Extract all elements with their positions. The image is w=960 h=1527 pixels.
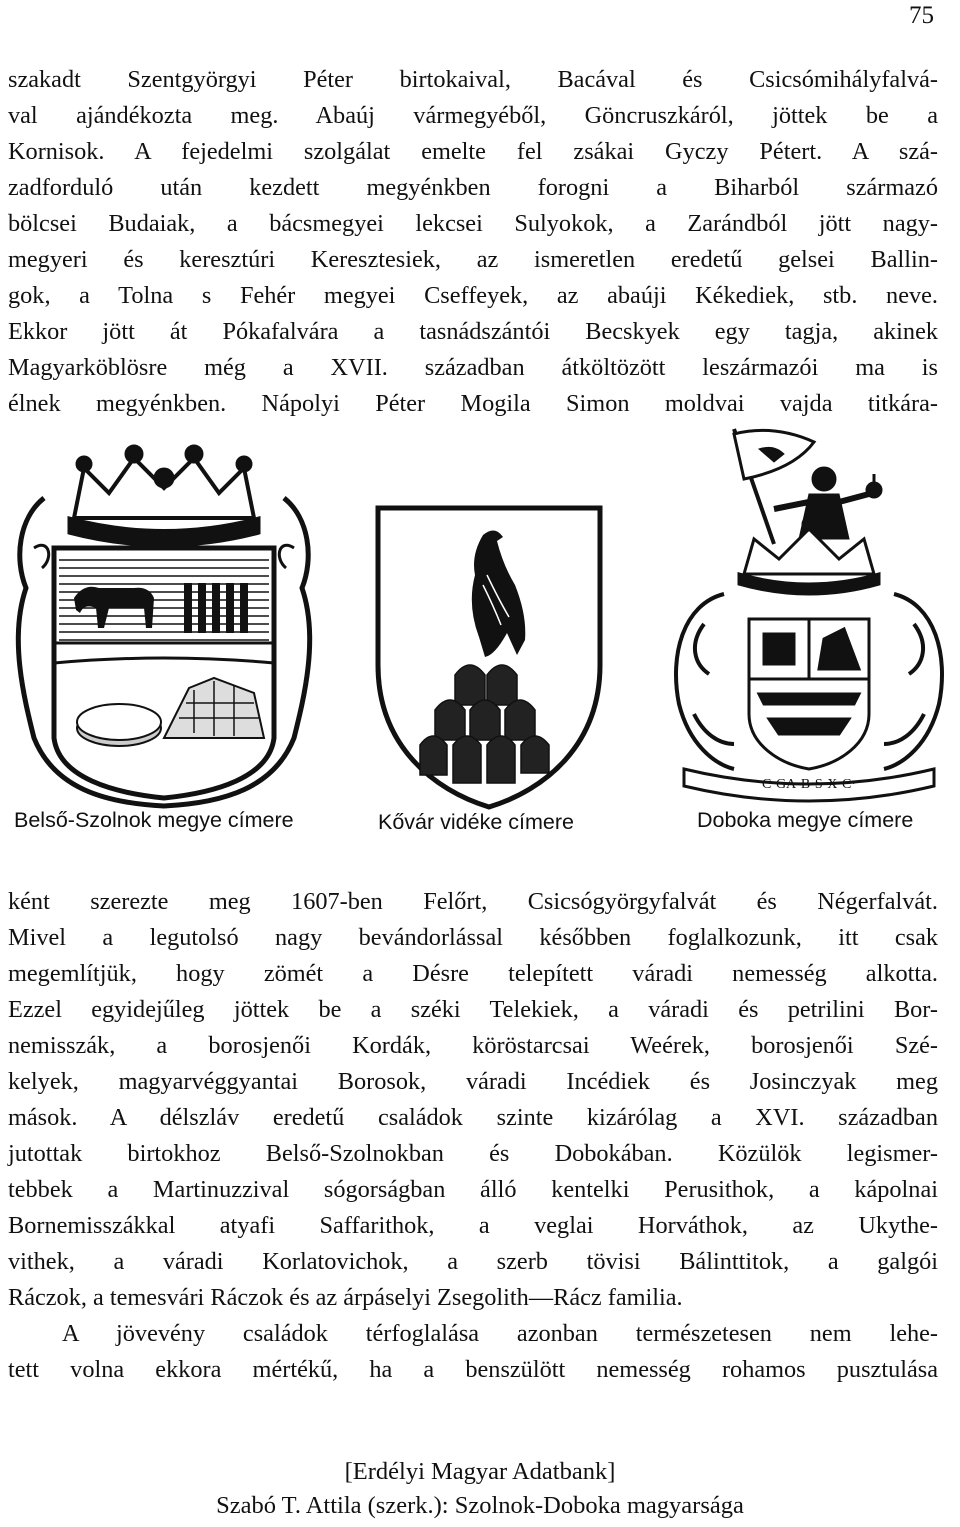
text-line: jutottak birtokhoz Belső-Szolnokban és Dobokában. Közülök legismer- (8, 1140, 938, 1167)
text-line: Ekkor jött át Pókafalvára a tasnádszántói Becskyek egy tagja, akinek (8, 318, 938, 345)
doboka-coat-of-arms (664, 424, 954, 804)
text-line: Magyarköblösre még a XVII. században átköltözött leszármazói ma is (8, 354, 938, 381)
text-line: val ajándékozta meg. Abaúj vármegyéből, Göncruszkáról, jöttek be a (8, 102, 938, 129)
page-number: 75 (909, 2, 934, 29)
text-line: kelyek, magyarvéggyantai Borosok, váradi Incédiek és Josinczyak meg (8, 1068, 938, 1095)
text-line: Ezzel egyidejűleg jöttek be a széki Telekiek, a váradi és petrilini Bor- (8, 996, 938, 1023)
doboka-motto: C·GA·B·S·X·C· (761, 777, 857, 792)
text-line: mások. A délszláv eredetű családok szinte kizárólag a XVI. században (8, 1104, 938, 1131)
kovar-caption: Kővár vidéke címere (378, 810, 574, 834)
belso-szolnok-coat-of-arms (14, 438, 314, 810)
text-line: Bornemisszákkal atyafi Saffarithok, a veglai Horváthok, az Ukythe- (8, 1212, 938, 1239)
footer-citation: Szabó T. Attila (szerk.): Szolnok-Doboka magyarsága (216, 1492, 744, 1519)
text-line: vithek, a váradi Korlatovichok, a szerb tövisi Bálinttitok, a galgói (8, 1248, 938, 1275)
text-line: Mivel a legutolsó nagy bevándorlással későbben foglalkozunk, itt csak (8, 924, 938, 951)
text-line: ként szerezte meg 1607-ben Felőrt, Csicsógyörgyfalvát és Négerfalvát. (8, 888, 938, 915)
top-paragraph (8, 62, 938, 422)
text-line: szakadt Szentgyörgyi Péter birtokaival, Bacával és Csicsómihályfalvá- (8, 66, 938, 93)
text-line: gok, a Tolna s Fehér megyei Cseffeyek, az abaúji Kékediek, stb. neve. (8, 282, 938, 309)
kovar-coat-of-arms (375, 505, 603, 810)
text-line: Kornisok. A fejedelmi szolgálat emelte fel zsákai Gyczy Pétert. A szá- (8, 138, 938, 165)
text-line: A jövevény családok térfoglalása azonban természetesen nem lehe- (62, 1320, 938, 1347)
doboka-caption: Doboka megye címere (697, 808, 914, 832)
text-line: nemisszák, a borosjenői Kordák, köröstarcsai Weérek, borosjenői Szé- (8, 1032, 938, 1059)
belso-szolnok-caption: Belső-Szolnok megye címere (14, 808, 294, 832)
text-line: tebbek a Martinuzzival sógorságban álló kentelki Perusithok, a kápolnai (8, 1176, 938, 1203)
text-line: bölcsei Budaiak, a bácsmegyei lekcsei Sulyokok, a Zarándból jött nagy- (8, 210, 938, 237)
text-line: zadforduló után kezdett megyénkben forogni a Biharból származó (8, 174, 938, 201)
text-line: megyeri és keresztúri Keresztesiek, az ismeretlen eredetű gelsei Ballin- (8, 246, 938, 273)
footer-source: [Erdélyi Magyar Adatbank] (344, 1458, 616, 1485)
text-line: élnek megyénkben. Nápolyi Péter Mogila Simon moldvai vajda titkára- (8, 390, 938, 417)
text-line: tett volna ekkora mértékű, ha a benszülött nemesség rohamos pusztulása (8, 1356, 938, 1383)
bottom-paragraph (8, 884, 938, 1388)
text-line: Ráczok, a temesvári Ráczok és az árpáselyi Zsegolith—Rácz familia. (8, 1284, 683, 1311)
text-line: megemlítjük, hogy zömét a Désre telepített váradi nemesség alkotta. (8, 960, 938, 987)
